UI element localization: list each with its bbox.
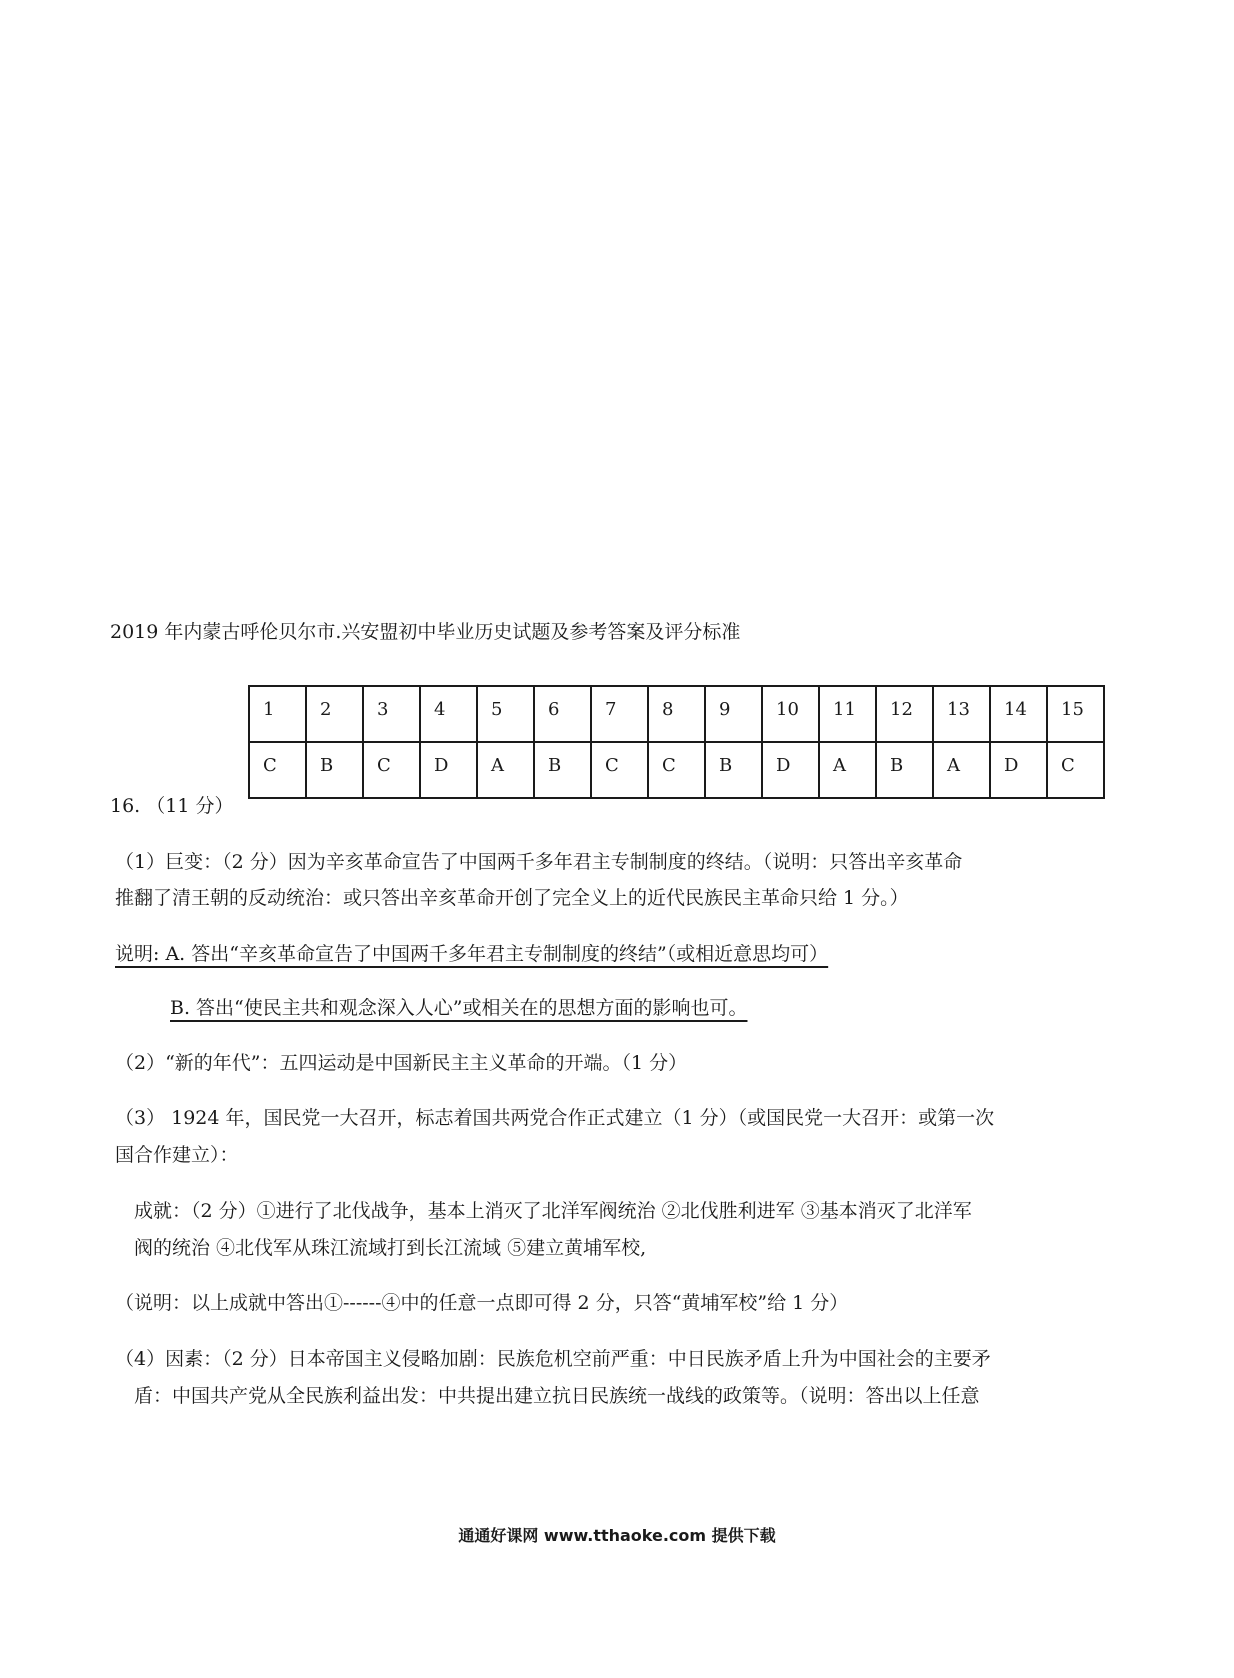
answer-cell: B [306,742,363,798]
question-number-cell: 12 [876,686,933,742]
question-number-cell: 8 [648,686,705,742]
q16-part2: （2）“新的年代”：五四运动是中国新民主主义革命的开端。（1 分） [115,1052,688,1074]
q16-part1-line2: 推翻了清王朝的反动统治：或只答出辛亥革命开创了完全义上的近代民族民主革命只给 1 分。） [115,887,909,909]
q16-achievement-note: （说明：以上成就中答出①------④中的任意一点即可得 2 分，只答“黄埔军校”给 1 分） [115,1292,849,1314]
question-number-cell: 2 [306,686,363,742]
answer-cell: D [420,742,477,798]
question-number-cell: 9 [705,686,762,742]
q16-part4-line2: 盾：中国共产党从全民族利益出发：中共提出建立抗日民族统一战线的政策等。（说明：答出以上任意 [134,1385,980,1407]
q16-part3-line2: 国合作建立）： [115,1144,239,1166]
q16-note-a: 说明: A. 答出“辛亥革命宣告了中国两千多年君主专制制度的终结”（或相近意思均可） [115,943,829,965]
q16-part1-line1: （1）巨变：（2 分）因为辛亥革命宣告了中国两千多年君主专制制度的终结。（说明：只答出辛亥革命 [115,851,963,873]
answer-cell: C [591,742,648,798]
answer-cell: C [363,742,420,798]
answer-cell: A [819,742,876,798]
question-16-heading: 16. （11 分） [110,795,234,817]
answer-table-number-row [249,686,1104,742]
question-number-cell: 6 [534,686,591,742]
footer-download-notice: 通通好课网 www.tthaoke.com 提供下载 [458,1526,776,1545]
question-number-cell: 14 [990,686,1047,742]
answer-cell: C [249,742,306,798]
question-number-cell: 4 [420,686,477,742]
question-number-cell: 15 [1047,686,1104,742]
answer-cell: D [762,742,819,798]
answer-cell: D [990,742,1047,798]
answer-cell: A [933,742,990,798]
q16-note-b: B. 答出“使民主共和观念深入人心”或相关在的思想方面的影响也可。 [170,997,748,1019]
question-number-cell: 11 [819,686,876,742]
q16-achievement-line2: 阀的统治 ④北伐军从珠江流域打到长江流域 ⑤建立黄埔军校, [134,1237,647,1259]
answer-cell: C [648,742,705,798]
question-number-cell: 10 [762,686,819,742]
question-number-cell: 7 [591,686,648,742]
question-number-cell: 5 [477,686,534,742]
q16-part3-line1: （3） 1924 年，国民党一大召开，标志着国共两党合作正式建立（1 分）（或国民党一大召开：或第一次 [115,1107,995,1129]
question-number-cell: 1 [249,686,306,742]
answer-cell: C [1047,742,1104,798]
document-title: 2019 年内蒙古呼伦贝尔市.兴安盟初中毕业历史试题及参考答案及评分标准 [110,621,741,643]
answer-table-answer-row [249,742,1104,798]
answer-cell: B [876,742,933,798]
q16-achievement-line1: 成就：（2 分）①进行了北伐战争，基本上消灭了北洋军阀统治 ②北伐胜利进军 ③基本消灭了北洋军 [134,1200,972,1222]
question-number-cell: 13 [933,686,990,742]
answer-cell: A [477,742,534,798]
q16-part4-line1: （4）因素：（2 分）日本帝国主义侵略加剧：民族危机空前严重：中日民族矛盾上升为中国社会的主要矛 [115,1348,991,1370]
question-number-cell: 3 [363,686,420,742]
answer-table [248,685,1105,799]
answer-cell: B [534,742,591,798]
answer-cell: B [705,742,762,798]
